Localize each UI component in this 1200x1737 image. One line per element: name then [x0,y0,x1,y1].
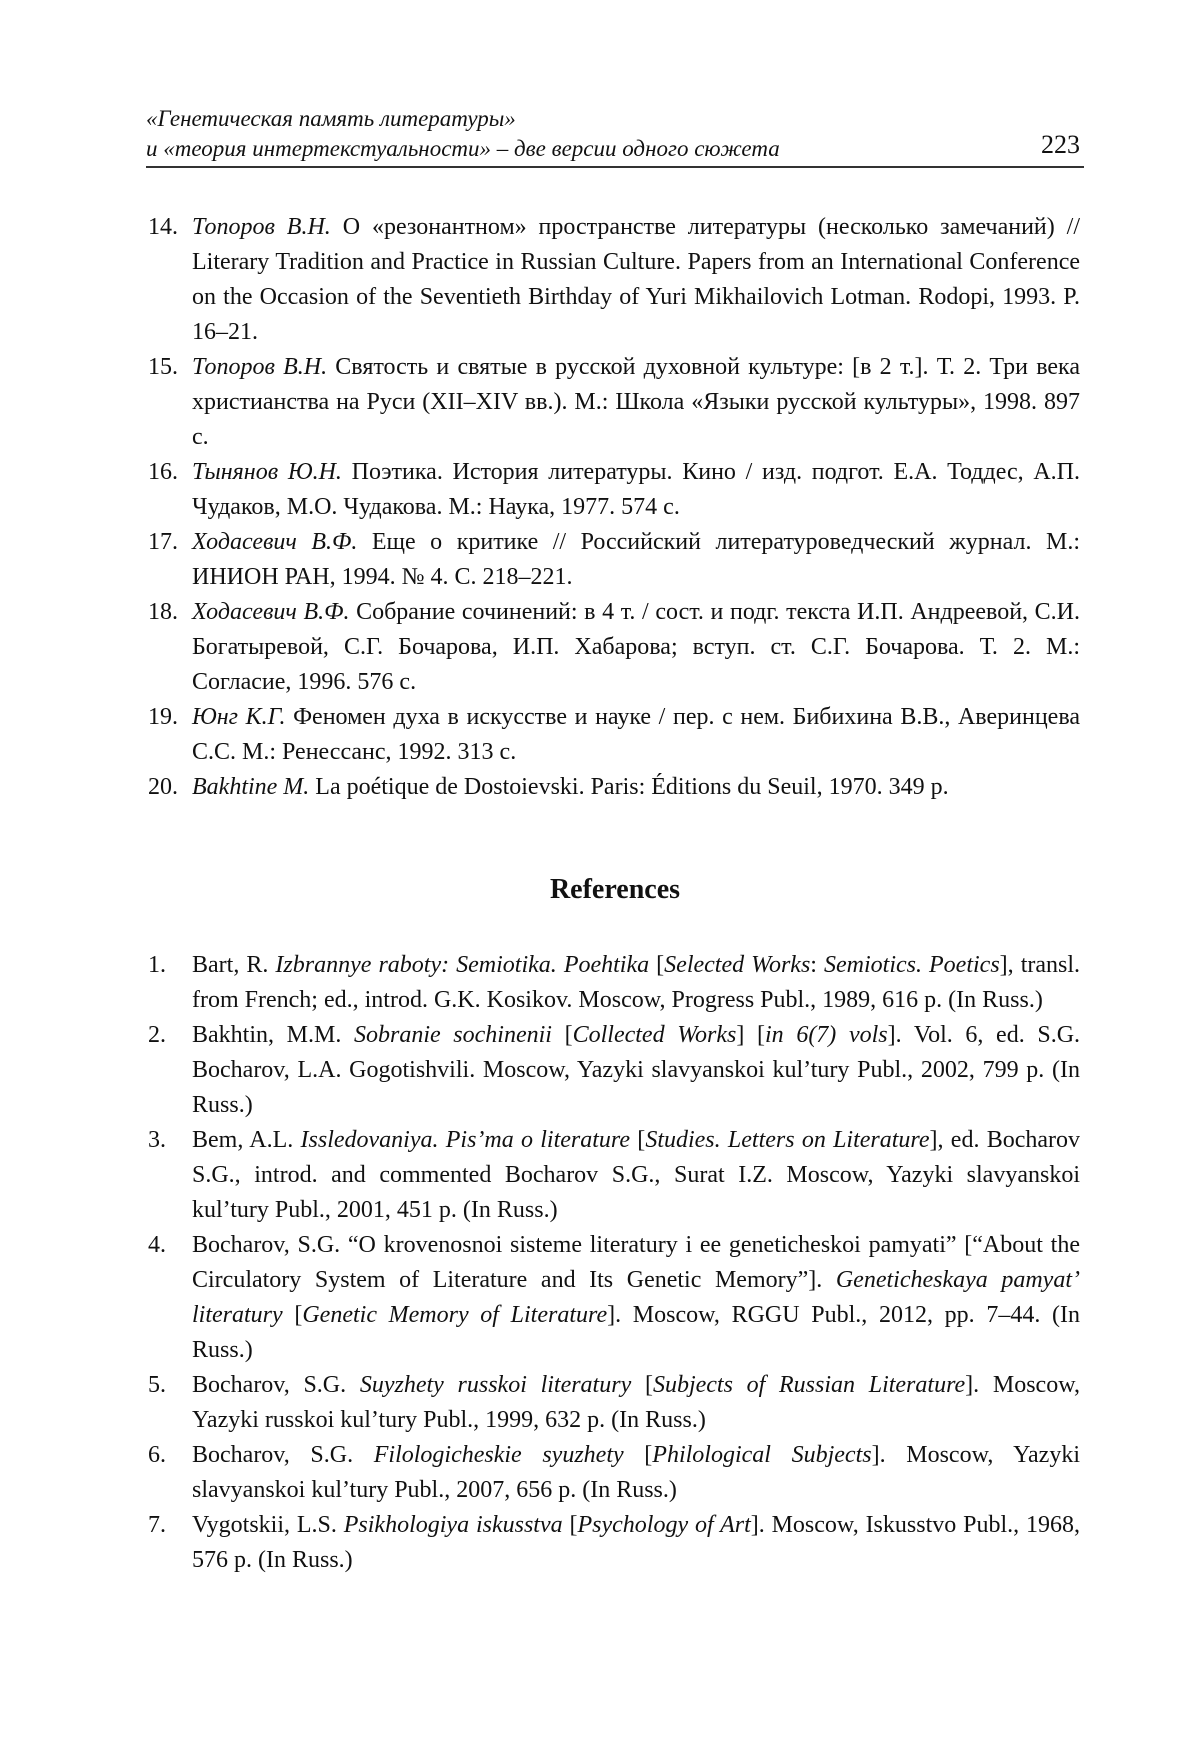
entry-text: Святость и святые в русской духовной культуре: [в 2 т.]. Т. 2. Три века христианства на Руси (XII–XIV вв.). М.: Школа «Языки русской культуры», 1998. 897 с. [192,354,1080,450]
bibliography-entry [148,595,1080,700]
entry-author: Топоров В.Н. [192,354,328,380]
entry-text: Bocharov, S.G. [192,1372,360,1398]
entry-text: Собрание сочинений: в 4 т. / сост. и подг. текста И.П. Андреевой, С.И. Богатыревой, С.Г. Бочарова, И.П. Хабарова; вступ. ст. С.Г. Бочарова. Т. 2. М.: Согласие, 1996. 576 с. [192,599,1080,695]
references-list [148,948,1080,1578]
entry-text: [ [649,952,665,978]
entry-text: ] [ [736,1022,765,1048]
entry-text: Bem, A.L. [192,1127,301,1153]
entry-italic-text: Filologicheskie syuzhety [373,1442,624,1468]
entry-italic-text: Studies. Letters on Literature [645,1127,930,1153]
entry-italic-text: in 6(7) vols [765,1022,888,1048]
entry-number: 1. [148,952,166,978]
reference-entry [148,1123,1080,1228]
entry-text: La poétique de Dostoievski. Paris: Éditions du Seuil, 1970. 349 p. [309,774,949,800]
entry-number: 15. [148,354,178,380]
reference-entry [148,948,1080,1018]
entry-italic-text: Psychology of Art [577,1512,751,1538]
entry-text: [ [282,1302,303,1328]
entry-text: Bocharov, S.G. [192,1442,374,1468]
entry-italic-text: Geneticheskaya pamyat’ literatury [192,1267,1080,1328]
entry-number: 7. [148,1512,166,1538]
entry-author: Ходасевич В.Ф. [192,599,350,625]
entry-number: 17. [148,529,178,555]
entry-text: ], transl. from French; ed., introd. G.K. Kosikov. Moscow, Progress Publ., 1989, 616 p. (In Russ.) [192,952,1081,1013]
entry-author: Тынянов Ю.Н. [192,459,342,485]
reference-entry [148,1018,1080,1123]
page-number: 223 [1041,130,1080,159]
running-head-title [146,104,780,164]
bibliography-list [148,210,1080,805]
entry-number: 20. [148,774,178,800]
entry-text: Bakhtin, M.M. [192,1022,354,1048]
entry-italic-text: Sobranie sochinenii [353,1022,552,1048]
running-head [146,102,1084,168]
entry-italic-text: Psikhologiya iskusstva [343,1512,563,1538]
reference-entry [148,1438,1080,1508]
entry-number: 18. [148,599,178,625]
entry-text: ]. Moscow, RGGU Publ., 2012, pp. 7–44. (In Russ.) [192,1302,1080,1363]
entry-text: Поэтика. История литературы. Кино / изд. подгот. Е.А. Тоддес, А.П. Чудаков, М.О. Чудакова. М.: Наука, 1977. 574 с. [192,459,1080,520]
bibliography-entry [148,700,1080,770]
bibliography-entry [148,770,1080,805]
entry-text: Bart, R. [192,952,276,978]
entry-text: ]. Moscow, Iskusstvo Publ., 1968, 576 p. (In Russ.) [192,1512,1080,1573]
entry-author: Юнг К.Г. [192,704,286,730]
entry-number: 6. [148,1442,166,1468]
reference-entry [148,1228,1080,1368]
entry-number: 2. [148,1022,166,1048]
entry-number: 16. [148,459,178,485]
reference-entry [148,1508,1080,1578]
entry-text: [ [623,1442,653,1468]
entry-text: ], ed. Bocharov S.G., introd. and commented Bocharov S.G., Surat I.Z. Moscow, Yazyki slavyanskoi kul’tury Publ., 2001, 451 p. (In Russ.) [192,1127,1081,1223]
entry-italic-text: Issledovaniya. Pis’ma o literature [300,1127,631,1153]
bibliography-entry [148,210,1080,350]
entry-text: Еще о критике // Российский литературоведческий журнал. М.: ИНИОН РАН, 1994. № 4. С. 218–221. [192,529,1080,590]
entry-text: : [810,952,824,978]
entry-text: ]. Moscow, Yazyki slavyanskoi kul’tury Publ., 2007, 656 p. (In Russ.) [192,1442,1081,1503]
running-head-title-line-2: и «теория интертекстуальности» – две версии одного сюжета [146,136,780,161]
entry-text: ]. Moscow, Yazyki russkoi kul’tury Publ., 1999, 632 p. (In Russ.) [192,1372,1080,1433]
entry-text: Vygotskii, L.S. [192,1512,344,1538]
bibliography-entry [148,455,1080,525]
entry-number: 14. [148,214,178,240]
entry-text: ]. Vol. 6, ed. S.G. Bocharov, L.A. Gogotishvili. Moscow, Yazyki slavyanskoi kul’tury Publ., 2002, 799 p. (In Russ.) [192,1022,1081,1118]
bibliography-entry [148,350,1080,455]
entry-text: Bocharov, S.G. “O krovenosnoi sisteme literatury i ee geneticheskoi pamyati” [“About the Circulatory System of Literature and Its Genetic Memory”]. [192,1232,1080,1293]
entry-italic-text: Philological Subjects [652,1442,872,1468]
entry-italic-text: Semiotics. Poetics [824,952,1000,978]
entry-number: 3. [148,1127,166,1153]
entry-italic-text: Izbrannye raboty: Semiotika. Poehtika [275,952,650,978]
entry-author: Bakhtine M. [192,774,310,800]
entry-text: Феномен духа в искусстве и науке / пер. с нем. Бибихина В.В., Аверинцева С.С. М.: Ренессанс, 1992. 313 с. [192,704,1080,765]
references-heading: References [549,874,681,905]
reference-entry [148,1368,1080,1438]
entry-number: 5. [148,1372,166,1398]
entry-text: О «резонантном» пространстве литературы (несколько замечаний) // Literary Tradition and Practice in Russian Culture. Papers from an International Conference on the Occasion of the Seventieth Birthday of Yuri Mikhailovich Lotman. Rodopi, 1993. P. 16–21. [192,214,1080,345]
entry-italic-text: Suyzhety russkoi literatury [359,1372,632,1398]
entry-number: 19. [148,704,178,730]
entry-text: [ [630,1127,646,1153]
entry-number: 4. [148,1232,166,1258]
entry-text: [ [562,1512,578,1538]
entry-italic-text: Collected Works [572,1022,737,1048]
entry-text: [ [631,1372,653,1398]
entry-text: [ [551,1022,573,1048]
entry-italic-text: Selected Works [664,952,811,978]
entry-author: Ходасевич В.Ф. [192,529,358,555]
entry-italic-text: Genetic Memory of Literature [302,1302,608,1328]
entry-author: Топоров В.Н. [192,214,331,240]
bibliography-entry [148,525,1080,595]
running-head-title-line-1: «Генетическая память литературы» [146,106,516,131]
entry-italic-text: Subjects of Russian Literature [652,1372,966,1398]
